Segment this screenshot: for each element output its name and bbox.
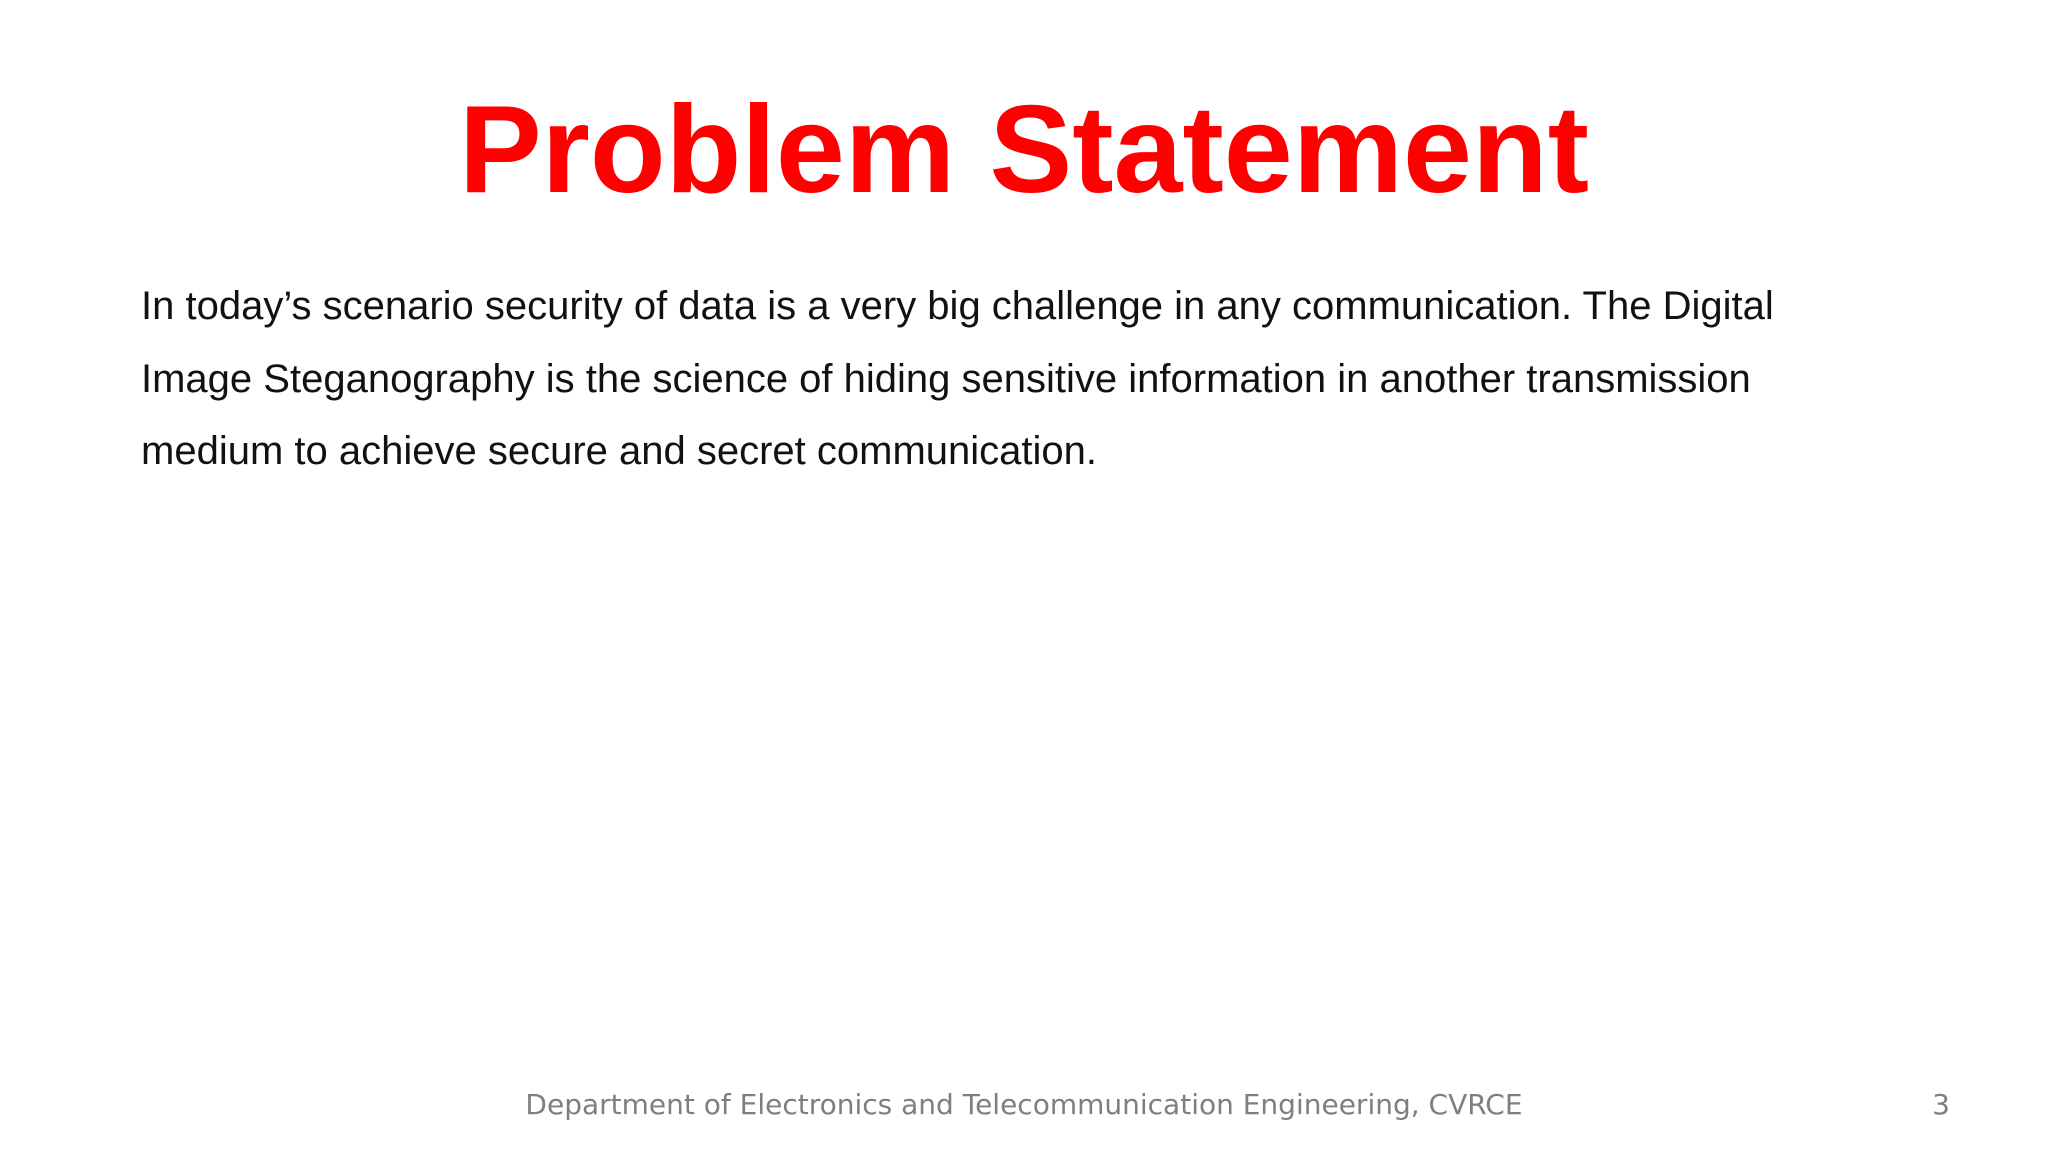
- slide-body: [141, 270, 1961, 488]
- slide-number: 3: [1932, 1088, 1950, 1121]
- slide-title: Problem Statement: [458, 81, 1590, 219]
- slide-footer: Department of Electronics and Telecommunication Engineering, CVRCE: [525, 1088, 1523, 1121]
- body-line: Image Steganography is the science of hiding sensitive information in another transmission: [141, 356, 1751, 401]
- body-line: medium to achieve secure and secret communication.: [141, 429, 1098, 473]
- body-line: In today’s scenario security of data is a very big challenge in any communication. The Digital: [141, 284, 1774, 328]
